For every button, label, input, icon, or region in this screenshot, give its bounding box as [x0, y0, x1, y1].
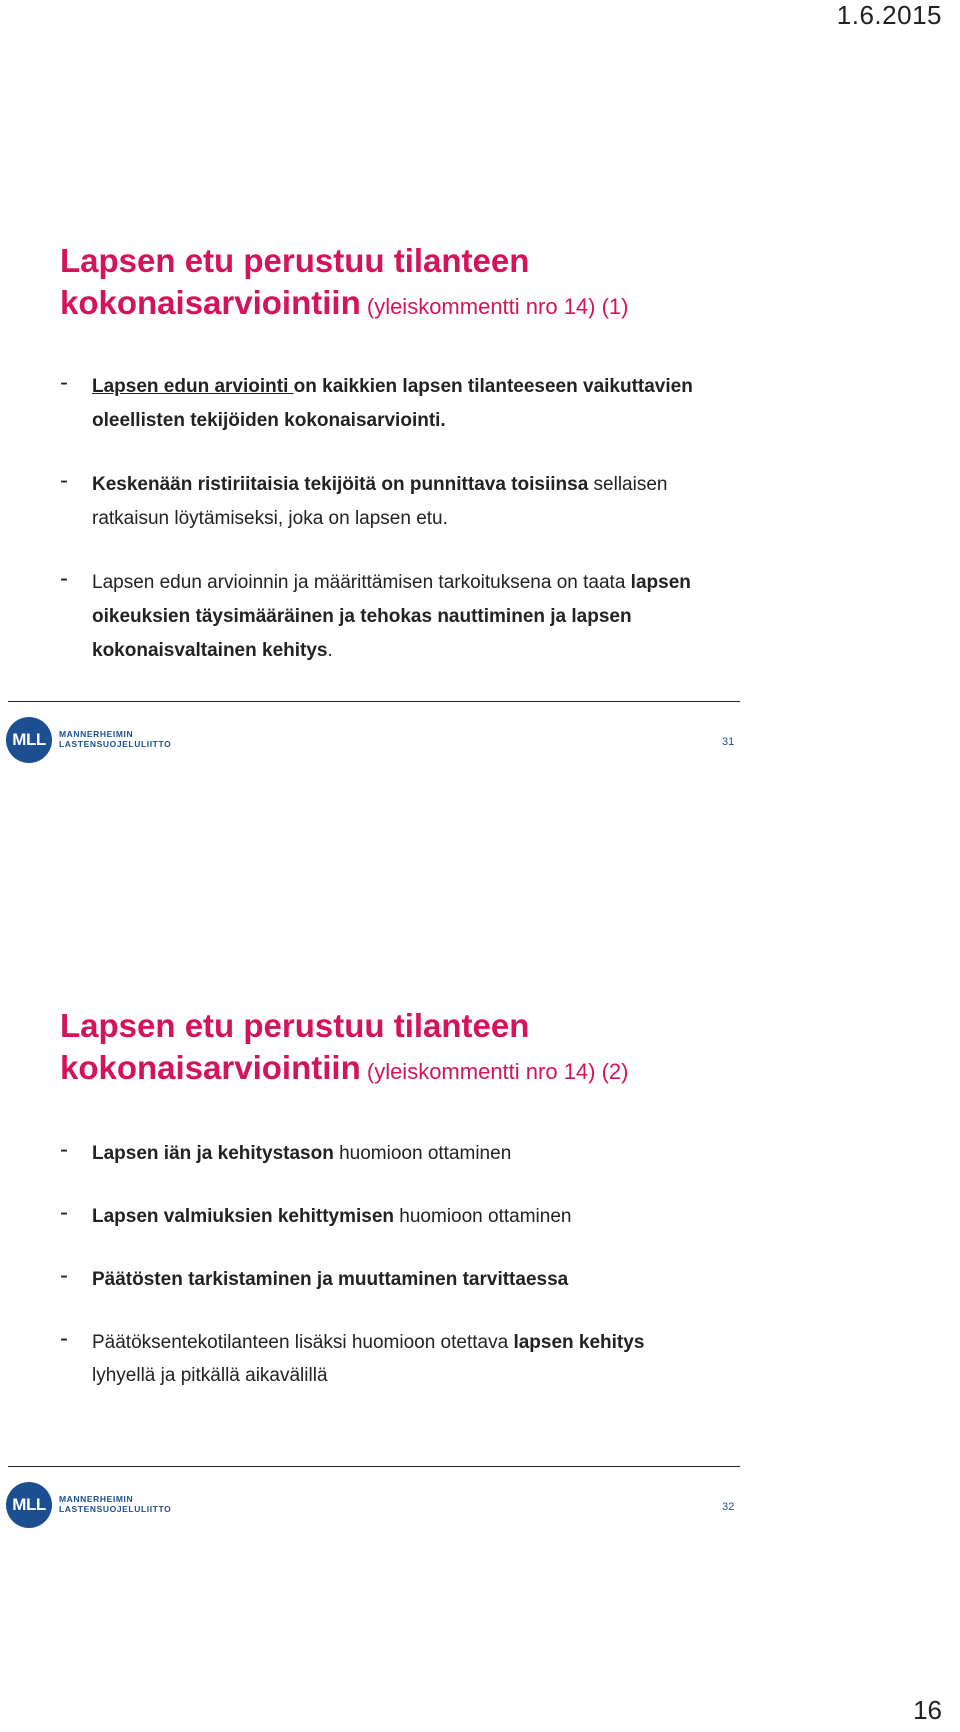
logo-line1: MANNERHEIMIN — [59, 1494, 134, 1504]
bullet-text: Lapsen valmiuksien kehittymisen — [92, 1206, 395, 1227]
logo-line2: LASTENSUOJELULIITTO — [59, 739, 172, 749]
bullet-text: sellaisen ratkaisun löytämiseksi, joka on lapsen etu. — [92, 474, 668, 529]
logo-line2: LASTENSUOJELULIITTO — [59, 1504, 172, 1514]
bullet-text: . — [327, 640, 333, 661]
bullet-item — [60, 1200, 700, 1233]
bullet-text: Päätösten tarkistaminen ja muuttaminen tarvittaessa — [92, 1269, 569, 1290]
dash-bullet-icon: - — [60, 1325, 68, 1352]
logo-line1: MANNERHEIMIN — [59, 729, 134, 739]
slide-title-line1: Lapsen etu perustuu tilanteen — [60, 1007, 530, 1044]
bullet-item — [60, 468, 700, 536]
dash-bullet-icon: - — [60, 1199, 68, 1226]
bullet-item — [60, 370, 700, 438]
slide-title — [60, 240, 629, 328]
bullet-text: lapsen kehitys — [513, 1332, 645, 1353]
slide-title-subtitle: (yleiskommentti nro 14) (1) — [360, 294, 629, 319]
logo-badge: MLL — [6, 717, 52, 763]
slide-title-main: kokonaisarviointiin — [60, 284, 361, 321]
bullet-text: Keskenään ristiriitaisia tekijöitä on punnittava toisiinsa — [92, 474, 589, 495]
bullet-text: Lapsen edun arviointi — [92, 376, 294, 397]
handout-date: 1.6.2015 — [836, 0, 942, 30]
bullet-text: lapsen oikeuksien täysimääräinen ja tehokas nauttiminen ja lapsen kokonaisvaltainen kehitys — [92, 572, 691, 661]
mll-logo — [6, 717, 172, 765]
logo-wordmark — [59, 1494, 171, 1514]
footer-divider — [8, 701, 740, 702]
dash-bullet-icon: - — [60, 467, 68, 494]
slide-number: 32 — [722, 1501, 735, 1513]
bullet-text: huomioon ottaminen — [333, 1143, 512, 1164]
page-number: 16 — [913, 1695, 942, 1725]
bullet-text: on kaikkien lapsen tilanteeseen vaikuttavien oleellisten tekijöiden kokonaisarviointi. — [92, 376, 693, 431]
slide-title-main: kokonaisarviointiin — [60, 1049, 361, 1086]
logo-wordmark — [59, 729, 171, 749]
slide-title-line1: Lapsen etu perustuu tilanteen — [60, 242, 530, 279]
logo-badge: MLL — [6, 1482, 52, 1528]
bullet-item — [60, 1326, 700, 1392]
mll-logo — [6, 1482, 172, 1530]
slide-title — [60, 1005, 629, 1093]
bullet-text: Lapsen edun arvioinnin ja määrittämisen tarkoituksena on taata — [92, 572, 631, 593]
bullet-text: lyhyellä ja pitkällä aikavälillä — [92, 1365, 328, 1386]
slide-title-line2 — [60, 1047, 629, 1093]
bullet-text: Lapsen iän ja kehitystason — [92, 1143, 334, 1164]
bullet-list — [60, 1137, 700, 1422]
bullet-item — [60, 566, 700, 668]
dash-bullet-icon: - — [60, 1262, 68, 1289]
footer-divider — [8, 1466, 740, 1467]
slide-title-subtitle: (yleiskommentti nro 14) (2) — [360, 1059, 629, 1084]
slide-title-line2 — [60, 282, 629, 328]
slide-number: 31 — [722, 736, 735, 748]
dash-bullet-icon: - — [60, 565, 68, 592]
dash-bullet-icon: - — [60, 369, 68, 396]
dash-bullet-icon: - — [60, 1136, 68, 1163]
bullet-item — [60, 1263, 700, 1296]
bullet-item — [60, 1137, 700, 1170]
bullet-list — [60, 370, 700, 698]
bullet-text: huomioon ottaminen — [394, 1206, 572, 1227]
bullet-text: Päätöksentekotilanteen lisäksi huomioon otettava — [92, 1332, 514, 1353]
